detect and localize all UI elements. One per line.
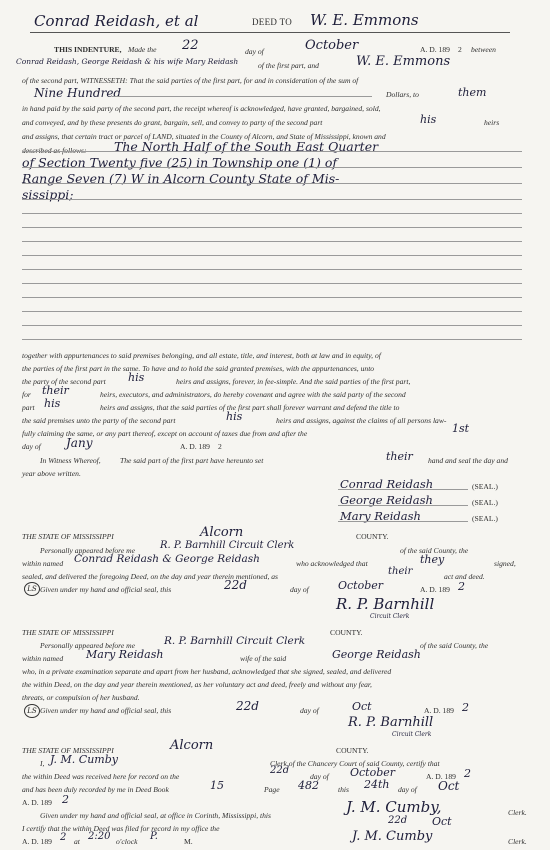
ack1-within: within named	[22, 559, 64, 568]
ack1-county: COUNTY.	[356, 532, 389, 541]
habendum-line-5b: heirs and assigns, that the said parties of the first part shall forever warrant and defend the title to	[100, 403, 400, 412]
ruled-line	[22, 339, 522, 340]
ruled-line	[22, 151, 522, 152]
clerk-line-4: A. D. 189	[22, 798, 52, 807]
clerk-received-month: October	[350, 766, 396, 779]
witness-whereof: In Witness Whereof,	[40, 456, 101, 465]
clerk-received-ad: A. D. 189	[426, 772, 456, 781]
habendum-line-3a: the party of the second part	[22, 377, 106, 386]
ruled-line	[22, 241, 522, 242]
consideration-them: them	[458, 86, 487, 99]
clerk-cert-oclock: o'clock	[116, 837, 138, 846]
habendum-his-2: his	[44, 397, 61, 410]
header-grantor: Conrad Reidash, et al	[34, 12, 199, 30]
signature-mary-reidash: Mary Reidash	[340, 509, 421, 523]
habendum-line-1: together with appurtenances to said premises belonging, and all estate, title, and interest, both at law and in equity, of	[22, 351, 381, 360]
ack2-personally: Personally appeared before me	[40, 641, 135, 650]
signature-rule	[338, 505, 468, 506]
clerk-cert-year: 2	[60, 832, 67, 843]
ack1-line-3b: act and deed.	[444, 572, 485, 581]
ack2-month: Oct	[352, 700, 372, 713]
ack1-personally: Personally appeared before me	[40, 546, 135, 555]
ack1-day-of: day of	[290, 585, 309, 594]
ack2-day-of: day of	[300, 706, 319, 715]
desc-line-4: sissippi;	[22, 187, 74, 202]
habendum-line-5a: part	[22, 403, 35, 412]
dollars-to: Dollars, to	[386, 90, 419, 99]
of-first-part: of the first part, and	[258, 61, 319, 70]
land-line: and assigns, that certain tract or parcel of LAND, situated in the County of Alcorn, and State of Mississippi, known and	[22, 132, 386, 141]
ack1-of-county: of the said County, the	[400, 546, 469, 555]
clerk-book: 15	[210, 779, 224, 792]
ruled-line	[22, 255, 522, 256]
ruled-line	[22, 213, 522, 214]
ack2-ad: A. D. 189	[424, 706, 454, 715]
clerk-page-label: Page	[264, 785, 280, 794]
indenture-day: 22	[182, 38, 199, 53]
indenture-year: 2	[458, 45, 462, 54]
ack1-their: their	[388, 566, 413, 577]
witnesseth-line: of the second part, WITNESSETH: That the said parties of the first part, for and in consideration of the sum of	[22, 76, 359, 85]
ack2-year: 2	[462, 701, 469, 714]
habendum-line-6a: the said premises unto the party of the second part	[22, 416, 176, 425]
consideration-amount: Nine Hundred	[34, 86, 122, 100]
ack2-given: Given under my hand and official seal, this	[40, 706, 172, 715]
ack1-day: 22d	[224, 578, 247, 592]
ack1-signed: signed,	[494, 559, 516, 568]
clerk-i: I,	[40, 759, 45, 768]
clerk-line-4-year: 2	[62, 793, 69, 806]
habendum-first: 1st	[452, 422, 470, 435]
made-the: Made the	[128, 45, 157, 54]
seal-3: (SEAL.)	[472, 514, 498, 523]
ruled-line	[22, 167, 522, 168]
habendum-his: his	[128, 371, 145, 384]
ack1-state: THE STATE OF MISSISSIPPI	[22, 532, 114, 541]
ack2-within: within named	[22, 654, 64, 663]
clerk-page-number: 482	[298, 779, 319, 792]
ack2-wife-of: wife of the said	[240, 654, 287, 663]
clerk-recorded-day-of: day of	[398, 785, 417, 794]
ruled-line	[22, 283, 522, 284]
seal-2: (SEAL.)	[472, 498, 498, 507]
ack1-who-ack: who acknowledged that	[296, 559, 368, 568]
clerk-received-day-of: day of	[310, 772, 329, 781]
indenture-day-of: day of	[245, 47, 264, 56]
ruled-line	[22, 199, 522, 200]
clerk-label: Clerk.	[508, 808, 527, 817]
clerk-recorded-day: 24th	[364, 778, 390, 791]
ack2-name: Mary Reidash	[86, 648, 164, 661]
ruled-line	[22, 183, 522, 184]
witness-line-2: year above written.	[22, 469, 81, 478]
clerk-received-day: 22d	[270, 765, 290, 776]
clerk-line-1b: Clerk of the Chancery Court of said County, certify that	[270, 759, 440, 768]
desc-line-2: of Section Twenty five (25) in Township one (1) of	[22, 155, 338, 170]
signature-rule	[338, 489, 468, 490]
habendum-year: 2	[218, 442, 222, 451]
indenture-ad: A. D. 189	[420, 45, 450, 54]
ack1-ad: A. D. 189	[420, 585, 450, 594]
ack2-line-4: the within Deed, on the day and year therein mentioned, as her voluntary act and deed, freely and without any fear,	[22, 680, 372, 689]
clerk-line-2a: the within Deed was received here for record on the	[22, 772, 180, 781]
ack1-officer: R. P. Barnhill Circuit Clerk	[160, 540, 295, 551]
clerk-state: THE STATE OF MISSISSIPPI	[22, 746, 114, 755]
clerk-cert-day: 22d	[388, 815, 408, 826]
clerk-signature: J. M. Cumby,	[346, 798, 442, 816]
clerk-recorded-month: Oct	[438, 779, 460, 793]
indenture-label: THIS INDENTURE,	[54, 45, 122, 54]
ack2-state: THE STATE OF MISSISSIPPI	[22, 628, 114, 637]
witness-their: their	[386, 450, 413, 463]
ack1-signature: R. P. Barnhill	[336, 595, 435, 613]
habendum-line-4a: for	[22, 390, 31, 399]
header-deed-to: DEED TO	[252, 17, 293, 27]
desc-line-3: Range Seven (7) W in Alcorn County State of Mis-	[22, 171, 340, 186]
ack2-husband: George Reidash	[332, 648, 421, 661]
party-of-second-part: W. E. Emmons	[356, 54, 451, 69]
convey-heirs: heirs	[484, 118, 500, 127]
habendum-line-2: the parties of the first part in the same. To have and to hold the said granted premises, with the appurtenances, unto	[22, 364, 375, 373]
ack1-line-3a: sealed, and delivered the foregoing Deed, on the day and year therein mentioned, as	[22, 572, 279, 581]
ack2-line-5: threats, or compulsion of her husband.	[22, 693, 140, 702]
habendum-his-3: his	[226, 410, 243, 423]
ack1-they: they	[420, 553, 445, 566]
header-rule	[30, 32, 510, 33]
described-as: described as follows:	[22, 146, 87, 155]
ack2-day: 22d	[236, 699, 259, 713]
ack2-seal-mark: LS	[24, 704, 40, 718]
clerk-received-year: 2	[464, 767, 471, 780]
habendum-line-3b: heirs and assigns, forever, in fee-simple. And the said parties of the first part,	[176, 377, 411, 386]
indenture-month: October	[305, 38, 359, 53]
amount-rule	[112, 96, 372, 97]
party-of-first-part: Conrad Reidash, George Reidash & his wife Mary Reidash	[16, 57, 239, 66]
signature-george-reidash: George Reidash	[340, 493, 433, 507]
clerk-cert-at: at	[74, 837, 80, 846]
clerk-name: J. M. Cumby	[50, 753, 118, 766]
indenture-between: between	[471, 45, 496, 54]
ack1-given: Given under my hand and official seal, this	[40, 585, 172, 594]
ack1-year: 2	[458, 580, 465, 593]
desc-line-1: The North Half of the South East Quarter	[114, 139, 379, 154]
clerk-given: Given under my hand and official seal, at office in Corinth, Mississippi, this	[40, 811, 271, 820]
header-grantee: W. E. Emmons	[310, 11, 419, 29]
habendum-line-7: fully claiming the same, or any part thereof, except on account of taxes due from and after the	[22, 429, 308, 438]
clerk-county: COUNTY.	[336, 746, 369, 755]
ruled-line	[22, 269, 522, 270]
ack1-county-name: Alcorn	[200, 525, 244, 540]
habendum-line-8a: day of	[22, 442, 41, 451]
signature-rule	[338, 521, 468, 522]
habendum-jany: Jany	[66, 436, 93, 450]
clerk-signature-2: J. M. Cumby	[352, 829, 433, 844]
ack2-county: COUNTY.	[330, 628, 363, 637]
clerk-cert-m: M.	[184, 837, 193, 846]
witness-line-1c: hand and seal the day and	[428, 456, 508, 465]
ack1-names: Conrad Reidash & George Reidash	[74, 553, 260, 565]
habendum-line-4b: heirs, executors, and administrators, do hereby covenant and agree with the said party of the second	[100, 390, 406, 399]
clerk-label-2: Clerk.	[508, 837, 527, 846]
ack2-line-3: who, in a private examination separate and apart from her husband, acknowledged that she signed, sealed, and delivered	[22, 667, 392, 676]
ruled-line	[22, 311, 522, 312]
habendum-their: their	[42, 384, 69, 397]
seal-1: (SEAL.)	[472, 482, 498, 491]
clerk-cert-line: I certify that the within Deed was filed for record in my office the	[22, 824, 220, 833]
signature-conrad-reidash: Conrad Reidash	[340, 477, 434, 491]
ack1-month: October	[338, 579, 384, 592]
ack1-seal-mark: LS	[24, 582, 40, 596]
ack2-signature: R. P. Barnhill	[348, 715, 434, 730]
habendum-line-6b: heirs and assigns, against the claims of all persons law-	[276, 416, 447, 425]
ruled-line	[22, 297, 522, 298]
habendum-ad: A. D. 189	[180, 442, 210, 451]
ruled-line	[22, 227, 522, 228]
clerk-cert-time: 2:20	[88, 831, 111, 842]
convey-line: and conveyed, and by these presents do grant, bargain, sell, and convey to party of the second part	[22, 118, 323, 127]
convey-his: his	[420, 113, 437, 126]
clerk-line-3a: and has been duly recorded by me in Deed Book	[22, 785, 169, 794]
receipt-line: in hand paid by the said party of the second part, the receipt whereof is acknowledged, have granted, bargained, sold,	[22, 104, 381, 113]
ruled-line	[22, 325, 522, 326]
ack1-signature-title: Circuit Clerk	[370, 613, 410, 620]
witness-line-1b: The said part of the first part have hereunto set	[120, 456, 264, 465]
clerk-line-3b: this	[338, 785, 349, 794]
clerk-cert-ad: A. D. 189	[22, 837, 52, 846]
ack2-of-county: of the said County, the	[420, 641, 489, 650]
ack2-signature-title: Circuit Clerk	[392, 731, 432, 738]
clerk-cert-month: Oct	[432, 815, 452, 828]
clerk-county-name: Alcorn	[170, 738, 214, 753]
ack2-officer: R. P. Barnhill Circuit Clerk	[164, 635, 306, 647]
clerk-cert-pm: P.	[150, 831, 158, 842]
